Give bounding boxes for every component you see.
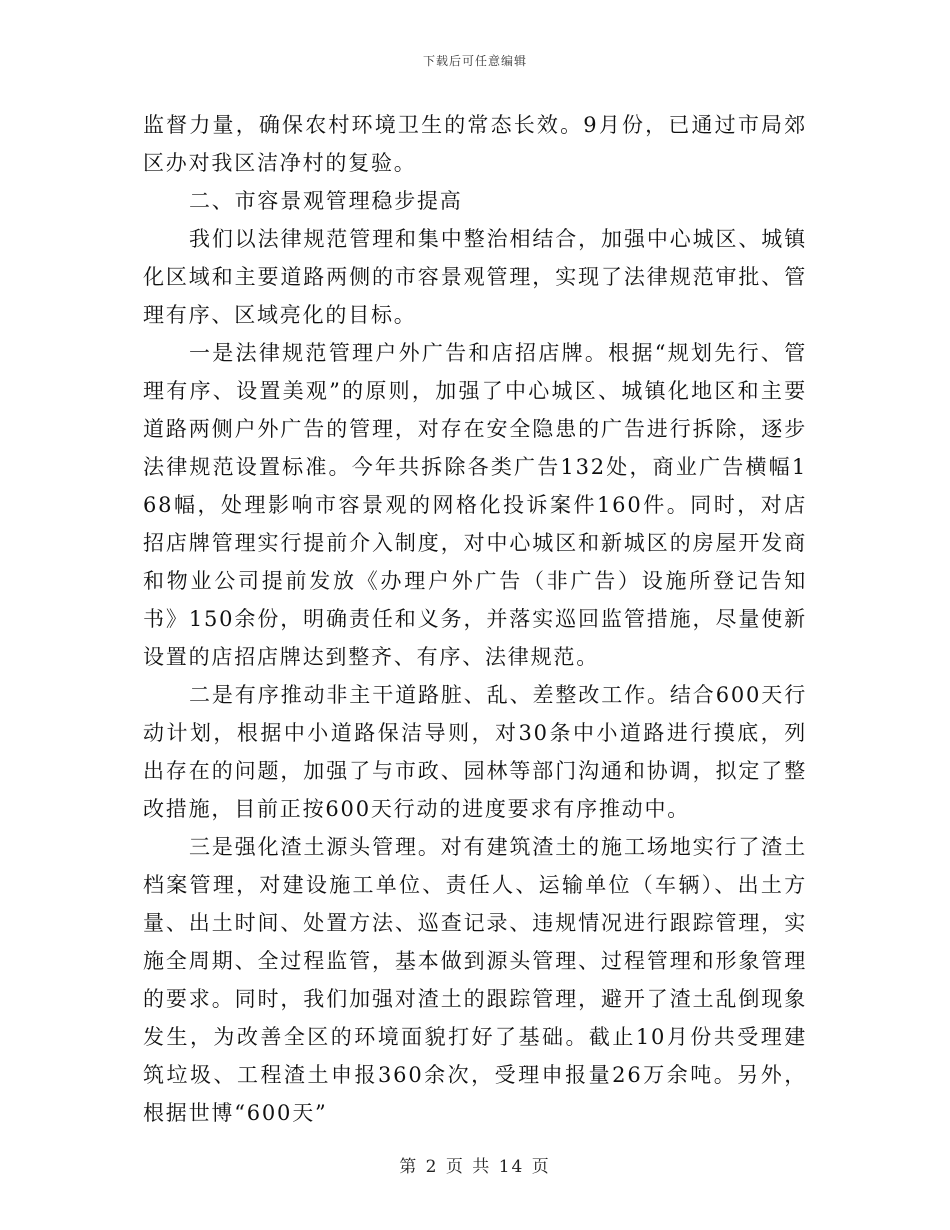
page-number-footer: 第 2 页 共 14 页 — [399, 1157, 551, 1177]
paragraph-outdoor-ads: 一是法律规范管理户外广告和店招店牌。根据“规划先行、管理有序、设置美观”的原则，加强了中心城区、城镇化地区和主要道路两侧户外广告的管理，对存在安全隐患的广告进行拆除，逐步法律规范设置标准。今年共拆除各类广告132处，商业广告横幅168幅，处理影响市容景观的网格化投诉案件160件。同时，对店招店牌管理实行提前介入制度，对中心城区和新城区的房屋开发商和物业公司提前发放《办理户外广告（非广告）设施所登记告知书》150余份，明确责任和义务，并落实巡回监管措施，尽量使新设置的店招店牌达到整齐、有序、法律规范。 — [143, 341, 807, 669]
paragraph-intro: 我们以法律规范管理和集中整治相结合，加强中心城区、城镇化区域和主要道路两侧的市容景观管理，实现了法律规范审批、管理有序、区域亮化的目标。 — [143, 227, 807, 327]
paragraph-muck-management: 三是强化渣土源头管理。对有建筑渣土的施工场地实行了渣土档案管理，对建设施工单位、责任人、运输单位（车辆）、出土方量、出土时间、处置方法、巡查记录、违规情况进行跟踪管理，实施全周期、全过程监管，基本做到源头管理、过程管理和形象管理的要求。同时，我们加强对渣土的跟踪管理，避开了渣土乱倒现象发生，为改善全区的环境面貌打好了基础。截止10月份共受理建筑垃圾、工程渣土申报360余次，受理申报量26万余吨。另外，根据世博“600天” — [143, 835, 807, 1125]
paragraph-secondary-roads: 二是有序推动非主干道路脏、乱、差整改工作。结合600天行动计划，根据中小道路保洁导则，对30条中小道路进行摸底，列出存在的问题，加强了与市政、园林等部门沟通和协调，拟定了整改措施，目前正按600天行动的进度要求有序推动中。 — [143, 683, 807, 821]
document-body — [143, 106, 807, 1132]
section-heading: 二、市容景观管理稳步提高 — [189, 189, 463, 213]
page-header-note: 下载后可任意编辑 — [422, 54, 527, 68]
paragraph-continuation: 监督力量，确保农村环境卫生的常态长效。9月份，已通过市局郊区办对我区洁净村的复验。 — [143, 113, 807, 175]
